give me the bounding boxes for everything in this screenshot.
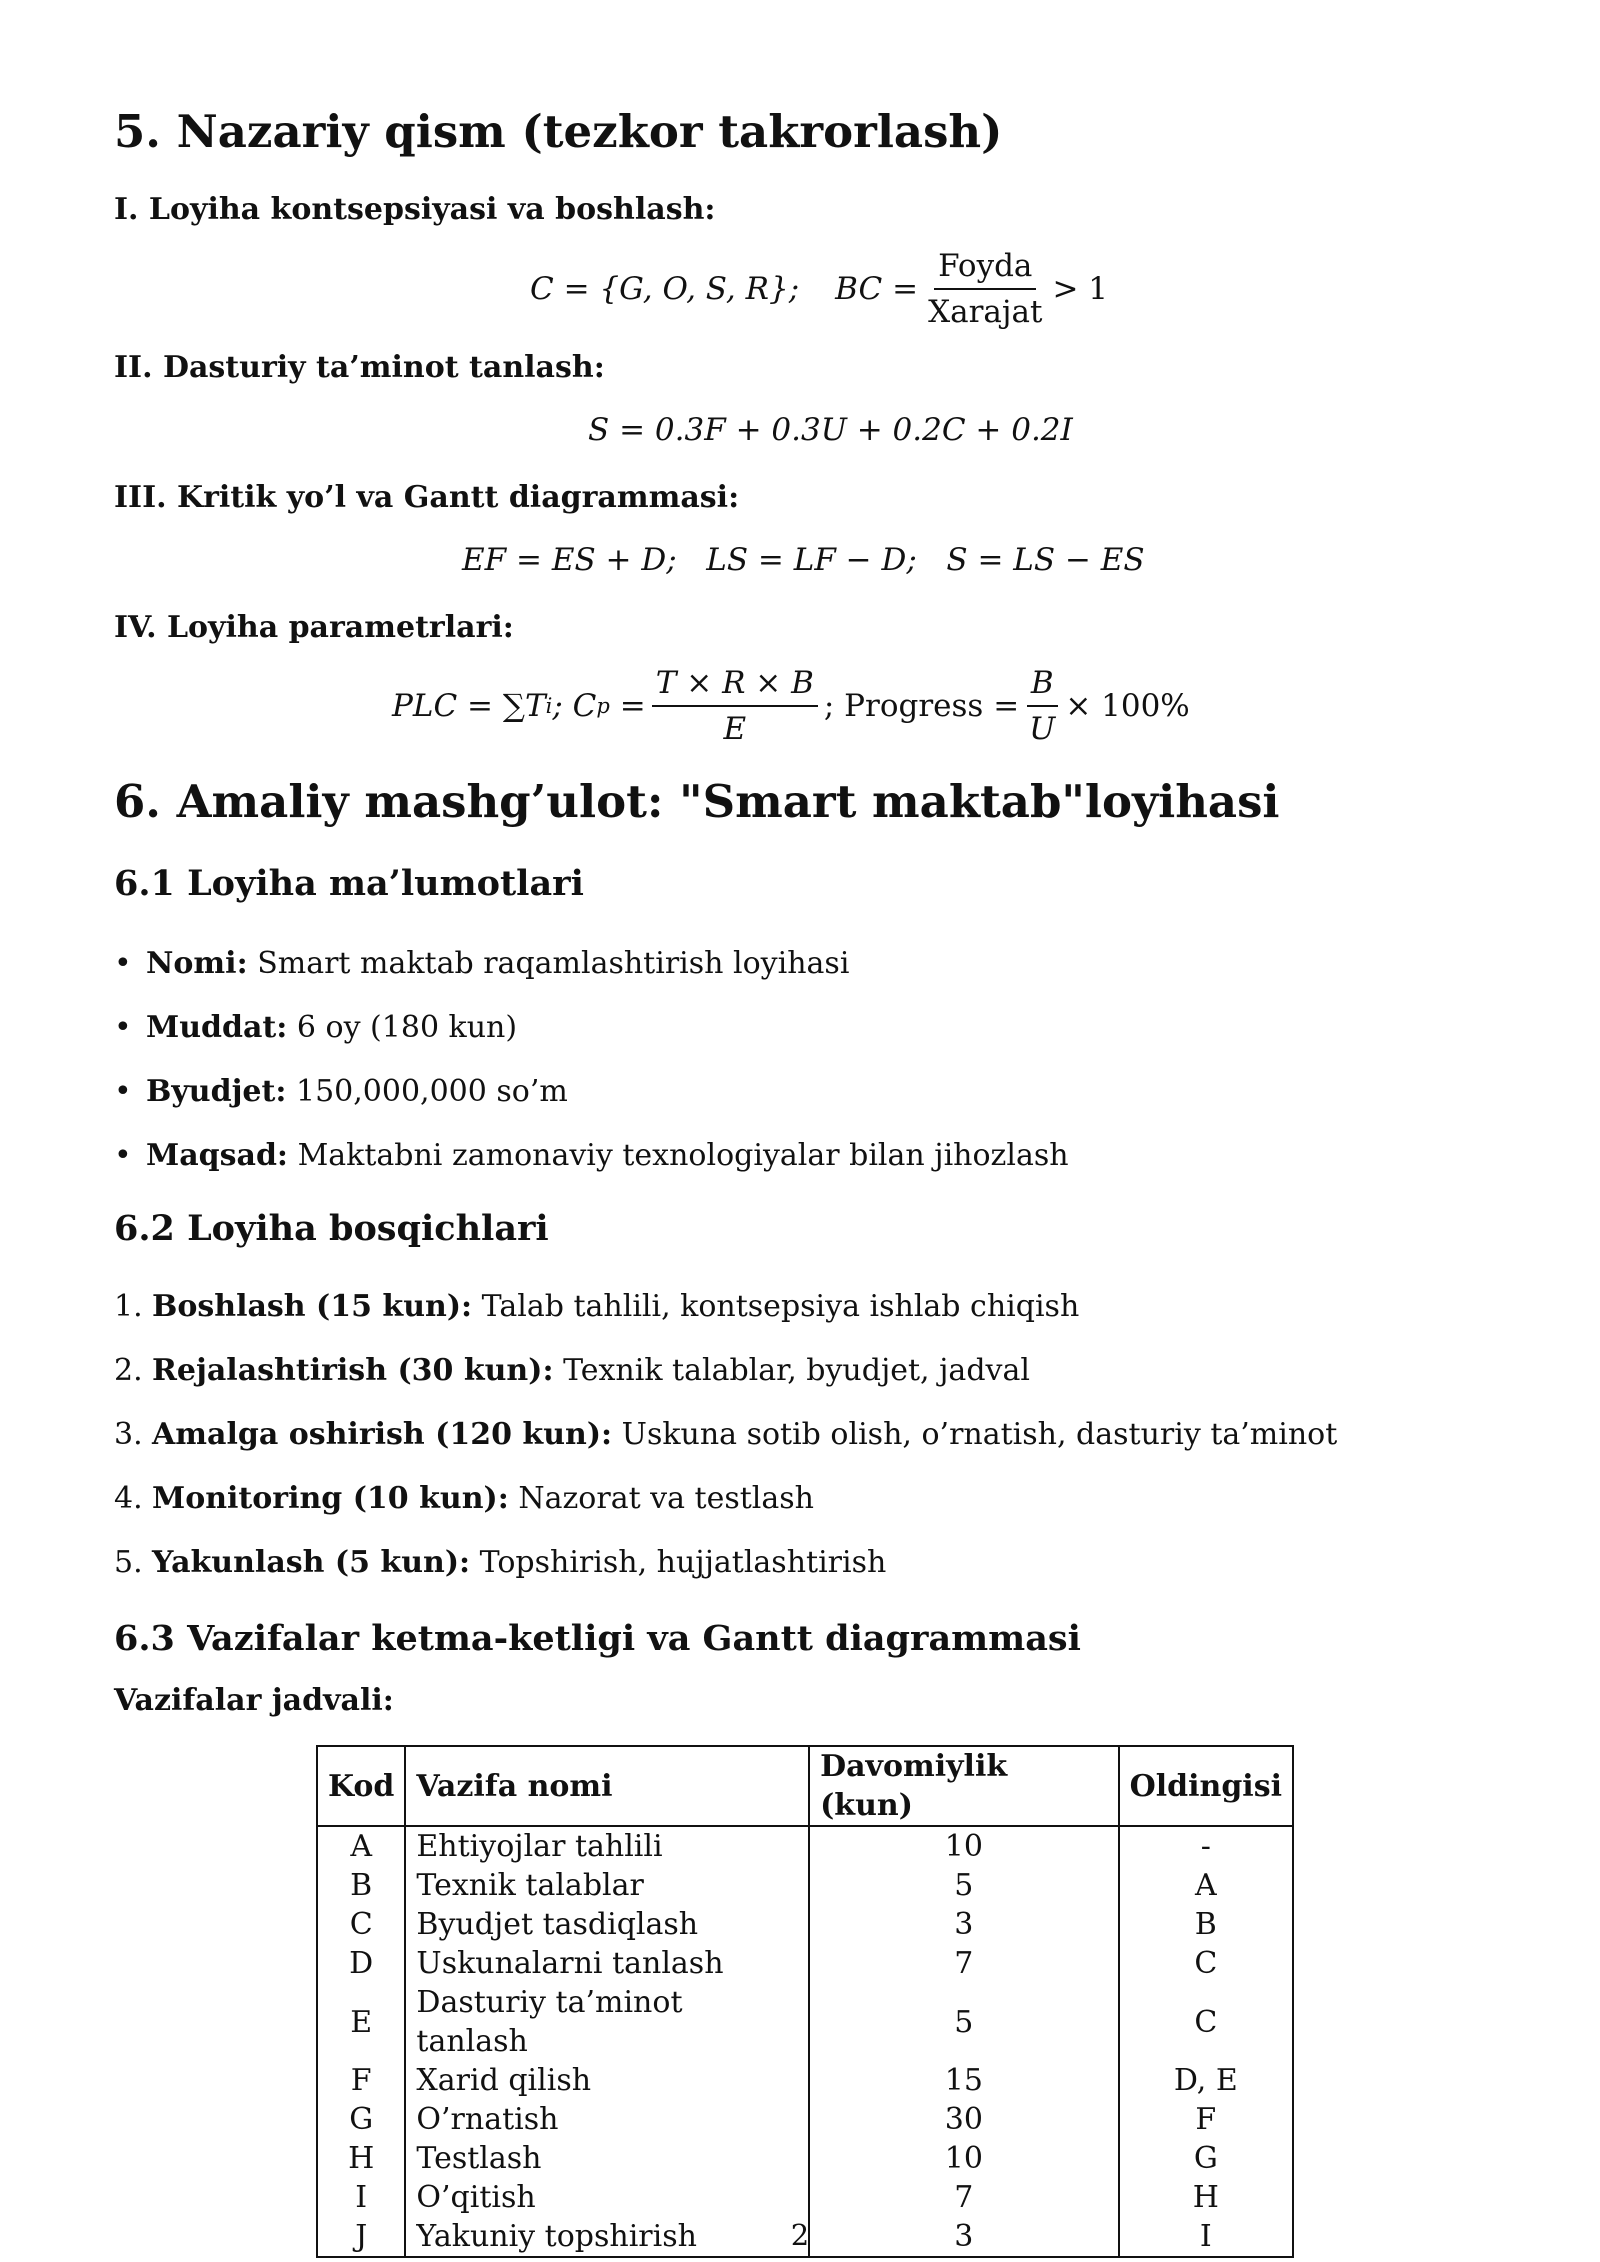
section-6-title: 6. Amaliy mashg’ulot: "Smart maktab"loyihasi [114,775,1280,828]
project-info-list [114,932,1069,1188]
table-row: D Uskunalarni tanlash 7 C [317,1944,1293,1983]
list-item: • Maqsad: Maktabni zamonaviy texnologiyalar bilan jihozlash [114,1124,1069,1188]
bullet-icon: • [114,1010,132,1045]
formula-critical-path: EF = ES + D; LS = LF − D; S = LS − ES [462,542,1145,578]
subsection-6-1-title: 6.1 Loyiha ma’lumotlari [114,863,584,904]
formula-set: C = {G, O, S, R}; [530,271,800,307]
list-item: • Byudjet: 150,000,000 so’m [114,1060,1069,1124]
paragraph-heading-concept: I. Loyiha kontsepsiyasi va boshlash: [114,192,716,227]
formula-plc-subscript: i [545,694,553,718]
formula-cp-fraction [652,665,818,747]
formula-software-score: S = 0.3F + 0.3U + 0.2C + 0.2I [588,412,1073,448]
formula-parameters [392,665,1190,747]
formula-concept [530,248,1108,330]
list-item: 2. Rejalashtirish (30 kun): Texnik talablar, byudjet, jadval [114,1353,1030,1388]
fraction-numerator: Foyda [934,248,1036,290]
column-header-task-name: Vazifa nomi [405,1746,809,1826]
subsection-6-2-title: 6.2 Loyiha bosqichlari [114,1208,549,1249]
table-caption: Vazifalar jadvali: [114,1683,394,1718]
paragraph-heading-critical-path: III. Kritik yo’l va Gantt diagrammasi: [114,480,740,515]
table-row: A Ehtiyojlar tahlili 10 - [317,1826,1293,1866]
page-number: 2 [790,2218,810,2252]
table-row: E Dasturiy ta’minot tanlash 5 C [317,1983,1293,2061]
fraction-denominator: Xarajat [928,294,1043,330]
subsection-6-3-title: 6.3 Vazifalar ketma-ketligi va Gantt diagrammasi [114,1618,1081,1659]
tasks-table [316,1745,1294,2258]
fraction-numerator: T × R × B [652,665,818,707]
formula-progress-rhs: × 100% [1065,688,1190,724]
formula-progress-fraction [1025,665,1059,747]
table-row: H Testlash 10 G [317,2139,1293,2178]
fraction-denominator: E [723,711,747,747]
formula-bc-rhs: > 1 [1052,271,1109,307]
bullet-icon: • [114,1074,132,1109]
list-item: • Nomi: Smart maktab raqamlashtirish loyihasi [114,932,1069,996]
formula-bc-fraction [924,248,1046,330]
list-item: 5. Yakunlash (5 kun): Topshirish, hujjatlashtirish [114,1545,887,1580]
list-item: 3. Amalga oshirish (120 kun): Uskuna sotib olish, o’rnatish, dasturiy ta’minot [114,1417,1338,1452]
table-row: I O’qitish 7 H [317,2178,1293,2217]
paragraph-heading-software: II. Dasturiy ta’minot tanlash: [114,350,605,385]
table-row: C Byudjet tasdiqlash 3 B [317,1905,1293,1944]
list-item: 4. Monitoring (10 kun): Nazorat va testlash [114,1481,814,1516]
column-header-code: Kod [317,1746,405,1826]
formula-progress-lhs: ; Progress = [823,688,1020,724]
table-row: B Texnik talablar 5 A [317,1866,1293,1905]
fraction-denominator: U [1029,711,1056,747]
list-item: • Muddat: 6 oy (180 kun) [114,996,1069,1060]
column-header-predecessor: Oldingisi [1119,1746,1293,1826]
bullet-icon: • [114,1138,132,1173]
bullet-icon: • [114,946,132,981]
column-header-duration: Davomiylik (kun) [809,1746,1119,1826]
section-5-title: 5. Nazariy qism (tezkor takrorlash) [114,105,1003,158]
fraction-numerator: B [1027,665,1058,707]
formula-bc-lhs: BC = [835,271,919,307]
formula-cp-eq: = [609,688,646,724]
formula-plc: PLC = ∑T [392,688,546,724]
table-row: F Xarid qilish 15 D, E [317,2061,1293,2100]
table-row: G O’rnatish 30 F [317,2100,1293,2139]
table-row: J Yakuniy topshirish 3 I [317,2217,1293,2257]
formula-cp-subscript: p [596,694,610,718]
list-item: 1. Boshlash (15 kun): Talab tahlili, kontsepsiya ishlab chiqish [114,1289,1080,1324]
paragraph-heading-parameters: IV. Loyiha parametrlari: [114,610,514,645]
project-stages-list [114,1275,1337,1595]
formula-cp: ; C [552,688,597,724]
table-header-row [317,1746,1293,1826]
